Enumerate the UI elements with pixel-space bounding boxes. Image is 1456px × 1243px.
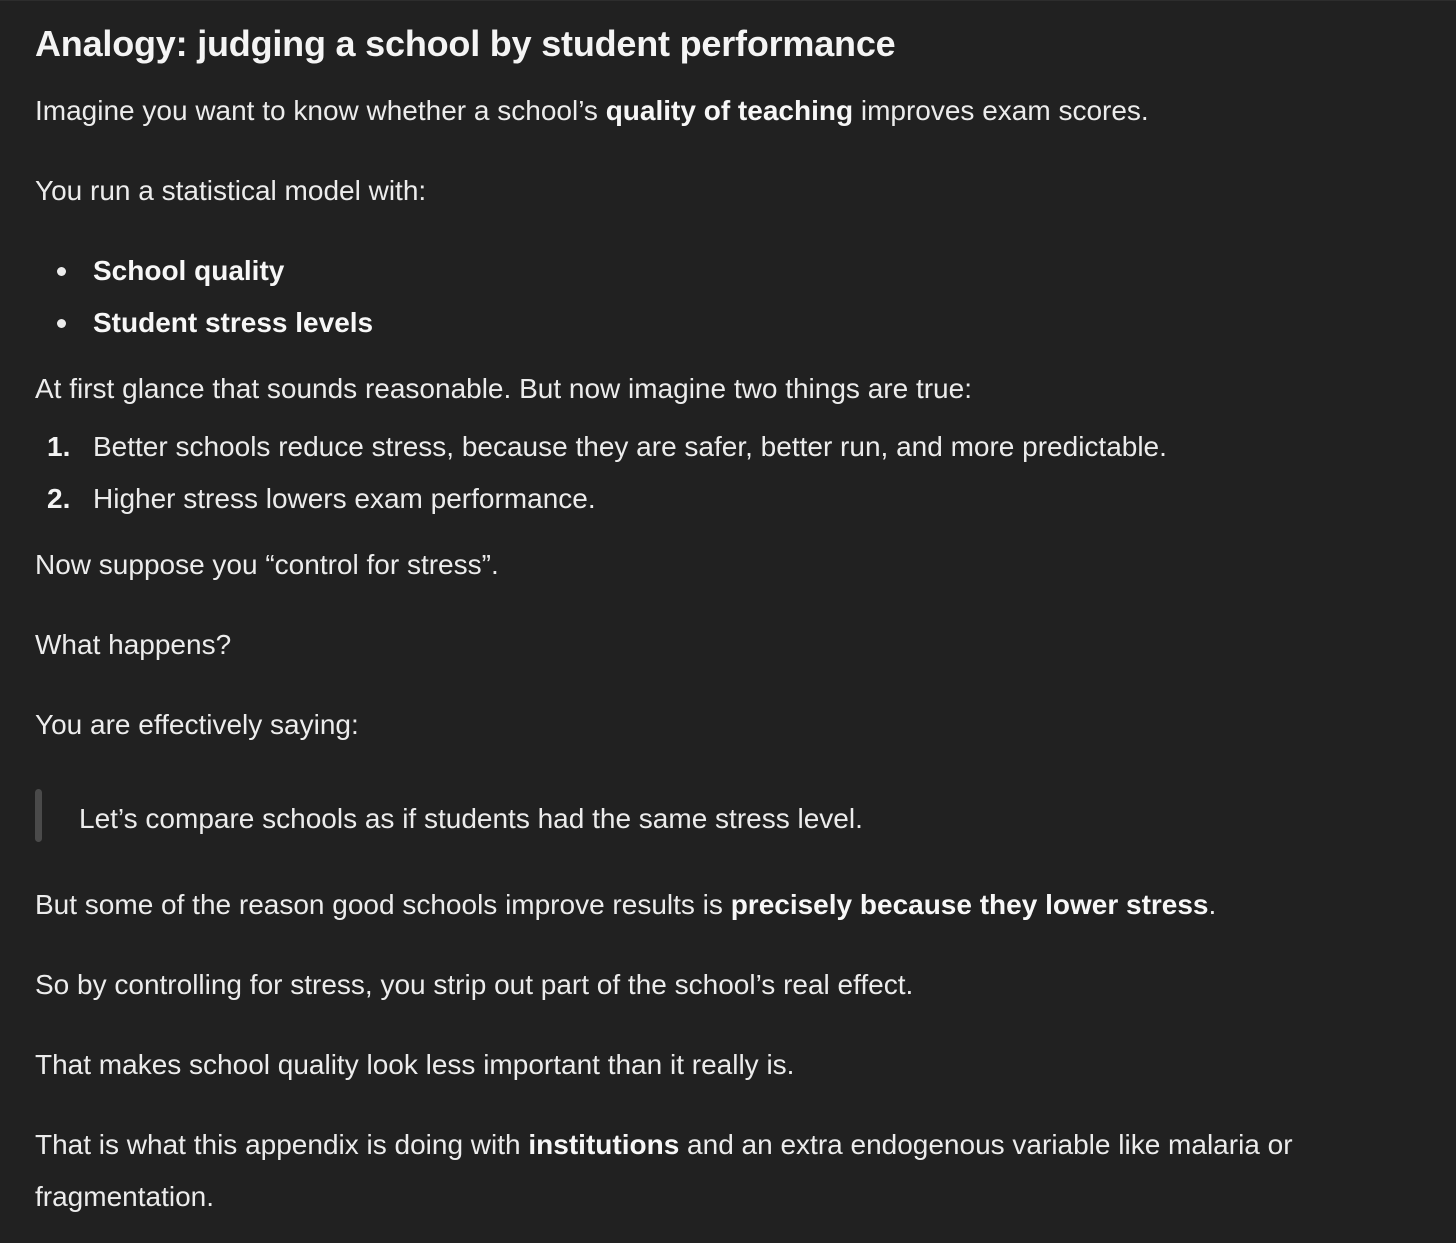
bullet-dot-icon — [57, 267, 66, 276]
paragraph-strip-out: So by controlling for stress, you strip out part of the school’s real effect. — [35, 969, 914, 1000]
paragraph-appendix — [35, 1119, 1405, 1223]
appendix-text-start: That is what this appendix is doing with — [35, 1129, 529, 1160]
paragraph-control: Now suppose you “control for stress”. — [35, 549, 499, 580]
paragraph-intro — [35, 85, 1456, 137]
list-number: 2. — [47, 483, 71, 514]
numbered-item — [35, 421, 1456, 473]
paragraph-effectively: You are effectively saying: — [35, 709, 359, 740]
paragraph-model: You run a statistical model with: — [35, 175, 427, 206]
numbered-text: Better schools reduce stress, because they are safer, better run, and more predictable. — [93, 431, 1167, 462]
appendix-text-end: and an extra endogenous variable like malaria or fragmentation. — [35, 1129, 1293, 1212]
bullet-list — [35, 245, 1456, 349]
bullet-item — [35, 297, 1456, 349]
reason-bold-phrase: precisely because they lower stress — [730, 889, 1209, 920]
paragraph-less-important: That makes school quality look less important than it really is. — [35, 1049, 795, 1080]
section-heading: Analogy: judging a school by student performance — [35, 23, 896, 64]
paragraph-what-happens: What happens? — [35, 629, 232, 660]
reason-text-start: But some of the reason good schools improve results is — [35, 889, 731, 920]
quote-bar — [35, 789, 42, 842]
paragraph-reason — [35, 879, 1456, 931]
intro-text-start: Imagine you want to know whether a school’s — [35, 95, 606, 126]
reason-text-end: . — [1208, 889, 1217, 920]
numbered-item — [35, 473, 1456, 525]
blockquote — [35, 789, 1456, 849]
paragraph-first-glance: At first glance that sounds reasonable. But now imagine two things are true: — [35, 373, 972, 404]
bullet-dot-icon — [57, 319, 66, 328]
bullet-item — [35, 245, 1456, 297]
appendix-bold-term: institutions — [528, 1129, 680, 1160]
numbered-text: Higher stress lowers exam performance. — [93, 483, 596, 514]
quote-text: Let’s compare schools as if students had the same stress level. — [79, 803, 863, 834]
bullet-label: School quality — [93, 255, 285, 286]
intro-bold-term: quality of teaching — [605, 95, 854, 126]
intro-text-end: improves exam scores. — [853, 95, 1149, 126]
list-number: 1. — [47, 431, 71, 462]
bullet-label: Student stress levels — [93, 307, 374, 338]
numbered-list — [35, 421, 1456, 525]
